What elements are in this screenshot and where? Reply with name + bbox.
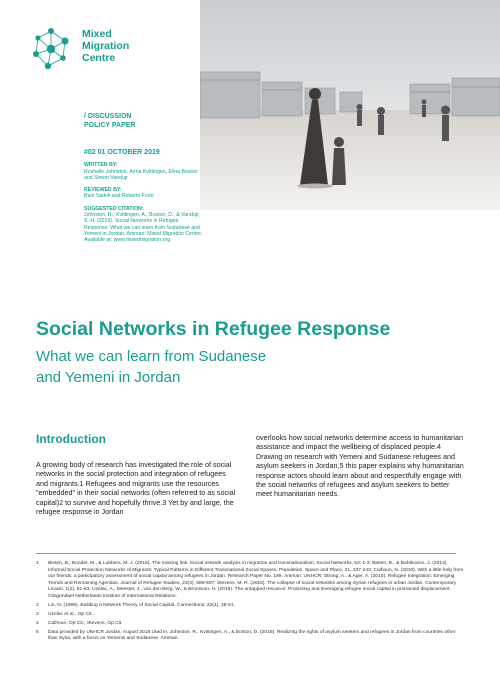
reviewed-by-label: REVIEWED BY:: [84, 187, 122, 194]
document-type: [84, 112, 204, 130]
citation-label: SUGGESTED CITATION:: [84, 205, 144, 212]
footnote-text: Uzelac et al., Op Cit.: [48, 611, 93, 617]
footnote-number: 1: [36, 561, 39, 566]
paper-metadata: [84, 112, 204, 244]
footnote-number: 2: [36, 602, 39, 608]
logo-line-2: Migration: [82, 40, 130, 52]
citation-value: Johnston, R., Kvittingen, A., Boston, D., & Vandujr, S. H. (2019). Social Networks in Refugee Response: What we can learn from Sudanese and Yemeni in Jordan. Amman: Mixed Migration Centre. Available at: www.mixedmigration.org: [84, 212, 203, 244]
subtitle-line-2: and Yemeni in Jordan: [36, 369, 181, 386]
footnote-text: Bieten, B., Bonder, M., & Lubbers, M. J. (2016). The missing link: Social network analysis in migration and transnationalism. Social Networks, 53: 1-3; Bieten, B., & Bahtkovics, J. (2013). Informal Social Protection Networks of Migrants: Typical Patterns in Different Transnational Social Spaces. Population, Space and Place, 21, 237-243; Calhoun, N. (2010). With a little help from our friends: a participatory assessment of social capital among refugees in Jordan. Research Paper No. 189. Amman: UNHCR; Strong, A., & Ager, A. (2010). Refugee Integration: Emerging Trends and Remaining Agendas. Journal of Refugee Studies, 23(4), 589-607; Stevens, M. R. (2016). The collapse of social networks among Syrian refugees in urban Jordan. Contemporary Levant, 1(2), 51-63; Uzelac, A., Meester, J., van den Berg, W., & Bronsson, H. (2018). The untapped resource: Protecting and leveraging refugee social capital in protracted displacement. Clingendael Netherlands Institute of International Relations.: [48, 561, 464, 599]
footnote-number: 3: [36, 611, 39, 617]
cover-photo: [200, 0, 500, 210]
paper-title: Social Networks in Refugee Response: [36, 318, 391, 340]
subtitle-line-1: What we can learn from Sudanese: [36, 348, 267, 365]
logo-line-3: Centre: [82, 52, 116, 64]
footnote-divider: [36, 553, 456, 554]
reviewed-by-value: Bani Sadeli and Roberto Forin: [84, 193, 154, 200]
body-column-right: overlooks how social networks determine access to humanitarian assistance and impact the wellbeing of displaced people.4 Drawing on research with Yemeni and Sudanese refugees and asylum seekers in Jordan,5 this paper explains why humanitarian response actors should learn about and respectfully engage with the social networks of refugees and asylum seekers to better meet humanitarian needs.: [256, 433, 464, 499]
paper-subtitle: [36, 346, 476, 388]
mmc-logo: [28, 22, 188, 82]
body-column-left: A growing body of research has investigated the role of social networks in the social protection and integration of refugees and migrants.1 Refugees and migrants use the resources "embedded" in their social networks (often referred to as social capital)2 to survive and hopefully thrive.3 Yet by and large, the refugee response in Jordan: [36, 460, 236, 517]
footnote: [36, 621, 466, 628]
footnotes: [36, 561, 466, 645]
written-by-value: Roshelle Johnston, Anna Kvittingen, Elina Boston and Simon Vandujr: [84, 168, 198, 181]
written-by-label: WRITTEN BY:: [84, 162, 118, 169]
footnote-text: Data provided by UNHCR Jordan, August 2018 cited in: Johnston, R., Kvittingen, A., & Boston, D. (2018). Realizing the rights of asylum seekers and refugees in Jordan from countries other than Syria, with a focus on Yemenis and Sudanese. Amman.: [48, 629, 456, 641]
footnote-text: Calhoun, Op Cit.; Stevens, Op Cit.: [48, 620, 123, 626]
footnote-number: 5: [36, 629, 39, 635]
footnote: [36, 603, 466, 610]
doctype-line-2: POLICY PAPER: [84, 122, 136, 129]
footnote: [36, 612, 466, 619]
doctype-line-1: / DISCUSSION: [84, 113, 132, 120]
introduction-heading: Introduction: [36, 432, 106, 446]
footnote-text: Lin, N. (1999). Building a Network Theory of Social Capital. Connections, 22(1), 28-51.: [48, 602, 235, 608]
issue-date: #02 01 OCTOBER 2019: [84, 149, 160, 156]
logo-wordmark: [82, 28, 129, 64]
footnote-number: 4: [36, 620, 39, 626]
refugee-camp-photo: [200, 0, 500, 210]
footnote: [36, 561, 466, 600]
logo-line-1: Mixed: [82, 28, 112, 40]
mmc-logo-mark-icon: [28, 26, 74, 72]
footnote: [36, 630, 466, 643]
